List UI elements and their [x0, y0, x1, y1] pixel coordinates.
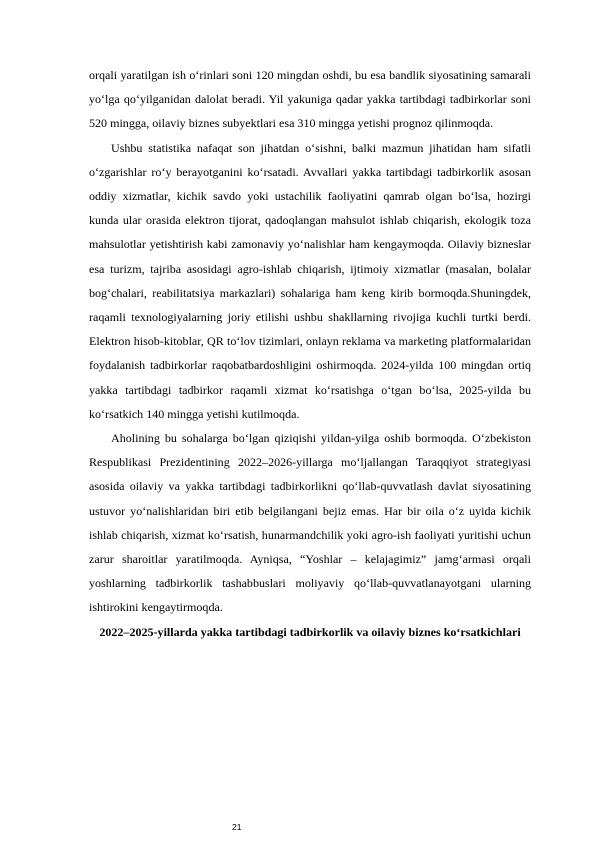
paragraph-statistics: Ushbu statistika nafaqat son jihatdan o‘sishni, balki mazmun jihatidan ham sifatli o‘zgarishlar ro‘y berayotganini ko‘rsatadi. Avvallari yakka tartibdagi tadbirkorlik asosan oddiy xizmatlar, kichik savdo yoki ustachilik faoliyatini qamrab olgan bo‘lsa, hozirgi kunda ular orasida elektron tijorat, qadoqlangan mahsulot ishlab chiqarish, ekologik toza mahsulotlar yetishtirish kabi zamonaviy yo‘nalishlar ham kengaymoqda. Oilaviy bizneslar esa turizm, tajriba asosidagi agro-ishlab chiqarish, ijtimoiy xizmatlar (masalan, bolalar bog‘chalari, reabilitatsiya markazlari) sohalariga ham keng kirib bormoqda.Shuningdek, raqamli texnologiyalarning joriy etilishi ushbu shakllarning rivojiga kuchli turtki berdi. Elektron hisob-kitoblar, QR to‘lov tizimlari, onlayn reklama va marketing platformalaridan foydalanish tadbirkorlar raqobatbardoshligini oshirmoqda. 2024-yilda 100 mingdan ortiq yakka tartibdagi tadbirkor raqamli xizmat ko‘rsatishga o‘tgan bo‘lsa, 2025-yilda bu ko‘rsatkich 140 mingga yetishi kutilmoqda. [89, 140, 531, 421]
document-body [89, 63, 531, 644]
paragraph-continuation: orqali yaratilgan ish o‘rinlari soni 120 mingdan oshdi, bu esa bandlik siyosatining samarali yo‘lga qo‘yilganidan dalolat beradi. Yil yakuniga qadar yakka tartibdagi tadbirkorlar soni 520 mingga, oilaviy biznes subyektlari esa 310 mingga yetishi prognoz qilinmoqda. [89, 68, 531, 131]
paragraph-strategy: Aholining bu sohalarga bo‘lgan qiziqishi yildan-yilga oshib bormoqda. O‘zbekiston Respublikasi Prezidentining 2022–2026-yillarga mo‘ljallangan Taraqqiyot strategiyasi asosida oilaviy va yakka tartibdagi tadbirkorlikni qo‘llab-quvvatlash davlat siyosatining ustuvor yo‘nalishlaridan biri etib belgilangani bejiz emas. Har bir oila o‘z uyida kichik ishlab chiqarish, xizmat ko‘rsatish, hunarmandchilik yoki agro-ish faoliyati yuritishi uchun zarur sharoitlar yaratilmoqda. Ayniqsa, “Yoshlar – kelajagimiz” jamg‘armasi orqali yoshlarning tadbirkorlik tashabbuslari moliyaviy qo‘llab-quvvatlanayotgani ularning ishtirokini kengaytirmoqda. [89, 431, 531, 615]
page-number: 21 [232, 822, 242, 832]
table-caption: 2022–2025-yillarda yakka tartibdagi tadbirkorlik va oilaviy biznes ko‘rsatkichlari [99, 624, 521, 639]
